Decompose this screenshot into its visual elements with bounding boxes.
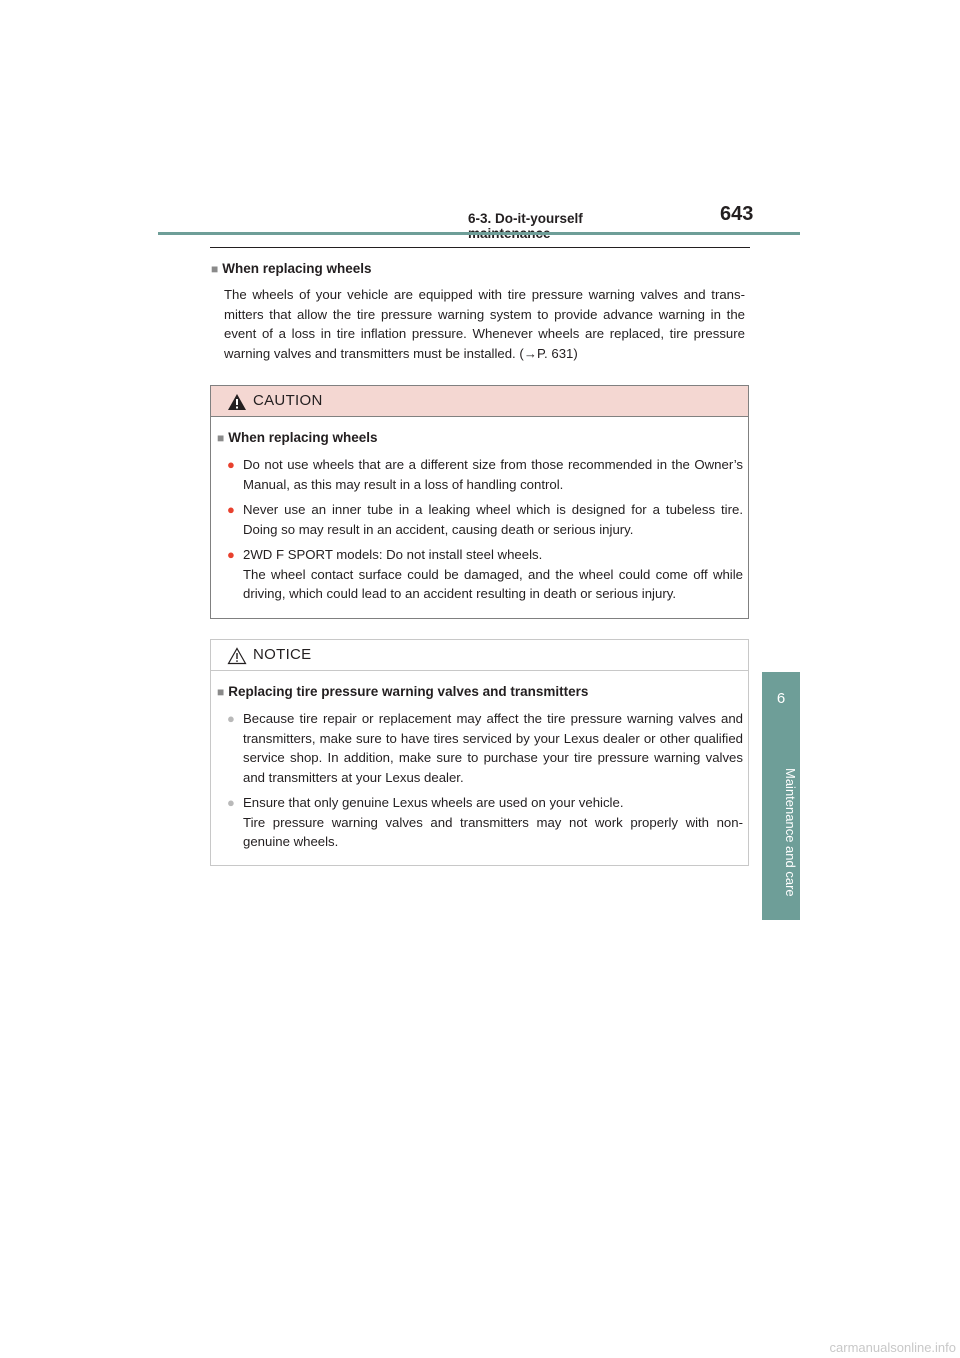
section-heading-text: When replacing wheels [222, 261, 372, 276]
caution-bullet-text-continued: The wheel contact surface could be damaged, and the wheel could come off while driving, which could lead to an accident resulting in death or serious injury. [243, 566, 743, 601]
square-bullet-icon: ■ [211, 262, 219, 276]
notice-header [211, 640, 748, 671]
chapter-side-tab [762, 672, 800, 920]
header-rule [158, 232, 800, 235]
caution-bullet-text: Do not use wheels that are a different size from those recommended in the Owner’s Manual, as this may result in a loss of handling control. [243, 457, 743, 492]
notice-bullet [227, 793, 743, 852]
watermark: carmanualsonline.info [829, 1340, 956, 1355]
caution-bullet-text: Never use an inner tube in a leaking wheel which is designed for a tubeless tire. Doing so may result in an accident, causing death or serious injury. [243, 502, 743, 537]
caution-bullet [227, 455, 743, 494]
caution-heading-text: When replacing wheels [228, 430, 378, 445]
square-bullet-icon: ■ [217, 685, 225, 699]
warning-triangle-icon [227, 393, 247, 411]
notice-bullet-text: Ensure that only genuine Lexus wheels are used on your vehicle. [243, 795, 624, 810]
chapter-number: 6 [776, 690, 786, 707]
content-top-rule [210, 247, 750, 248]
notice-title: NOTICE [253, 646, 312, 663]
notice-bullet [227, 709, 743, 787]
caution-bullet-text: 2WD F SPORT models: Do not install steel wheels. [243, 547, 543, 562]
bullet-dot-icon: ● [227, 502, 235, 517]
notice-box [210, 639, 749, 866]
page-number: 643 [720, 203, 754, 225]
bullet-dot-icon: ● [227, 795, 235, 810]
chapter-label: Maintenance and care [783, 767, 798, 897]
notice-bullet-text-continued: Tire pressure warning valves and transmitters may not work properly with non-genuine wheels. [243, 814, 743, 849]
section-heading [211, 261, 731, 276]
bullet-dot-icon: ● [227, 457, 235, 472]
caution-heading [217, 430, 737, 445]
bullet-dot-icon: ● [227, 547, 235, 562]
caution-box [210, 385, 749, 619]
caution-title: CAUTION [253, 392, 323, 409]
caution-bullet [227, 500, 743, 539]
caution-header [211, 386, 748, 417]
warning-triangle-outline-icon [227, 647, 247, 665]
bullet-dot-icon: ● [227, 711, 235, 726]
square-bullet-icon: ■ [217, 431, 225, 445]
caution-bullet [227, 545, 743, 604]
notice-heading-text: Replacing tire pressure warning valves and transmitters [228, 684, 589, 699]
notice-bullet-text: Because tire repair or replacement may affect the tire pressure warning valves and transmitters, make sure to have tires serviced by your Lexus dealer or other qualified service shop. In addition, make sure to purchase your tire pressure warning valves and transmitters at your Lexus dealer. [243, 711, 743, 785]
notice-heading [217, 684, 737, 699]
section-body: The wheels of your vehicle are equipped with tire pressure warning valves and trans-mitters that allow the tire pressure warning system to provide advance warning in the event of a loss in tire inflation pressure. Whenever wheels are replaced, tire pressure warning valves and transmitters must be installed. (→P. 631) [224, 287, 745, 361]
header-section-title: 6-3. Do-it-yourself [468, 211, 583, 226]
